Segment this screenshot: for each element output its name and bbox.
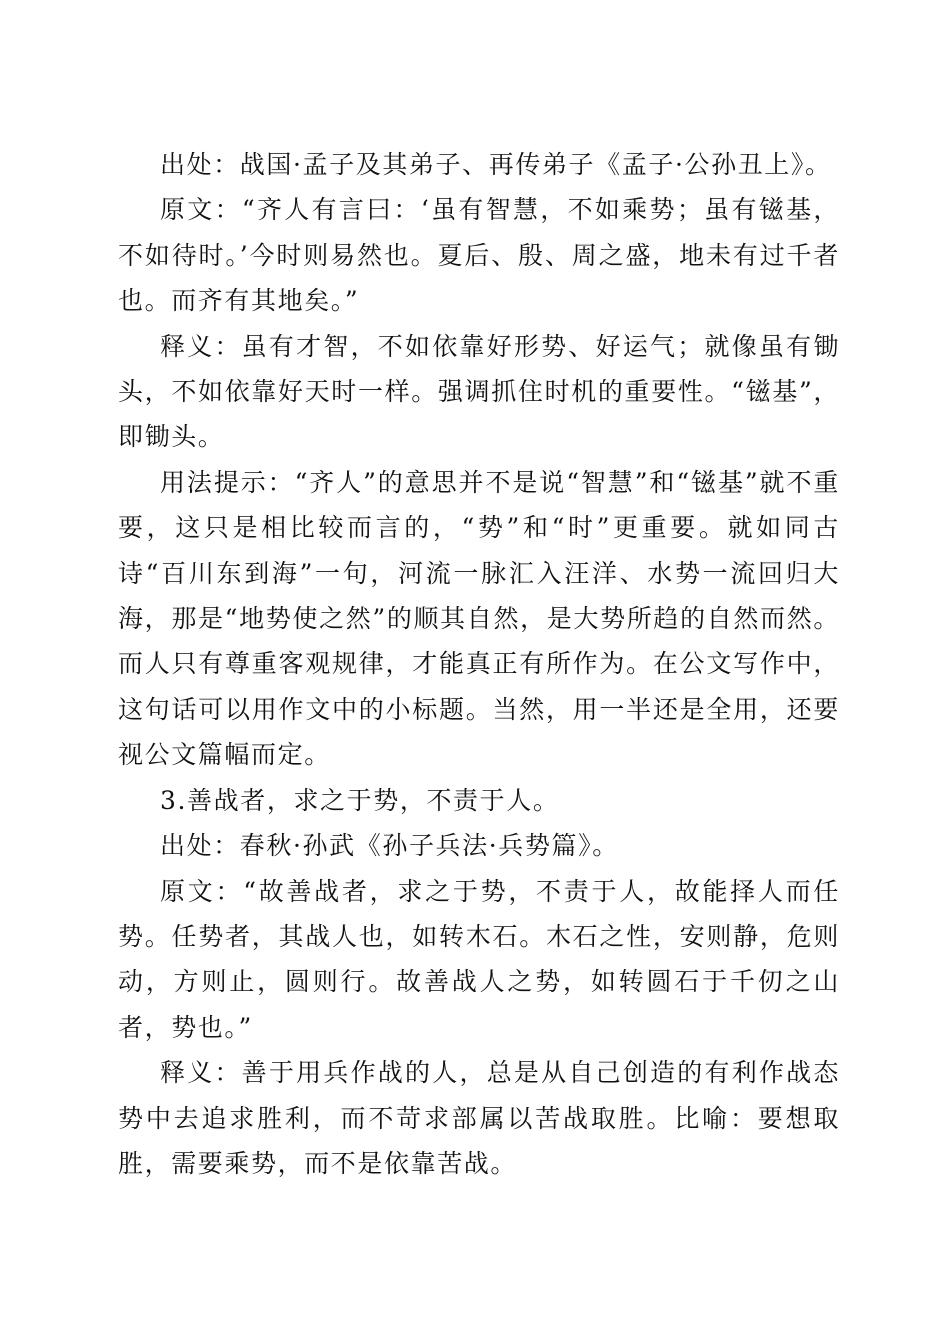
usage-tip-paragraph: 用法提示：“齐人”的意思并不是说“智慧”和“镃基”就不重要，这只是相比较而言的，“势”和“时”更重要。就如同古诗“百川东到海”一句，河流一脉汇入汪洋、水势一流回归大海，那是“地势使之然”的顺其自然，是大势所趋的自然而然。而人只有尊重客观规律，才能真正有所作为。在公文写作中，这句话可以用作文中的小标题。当然，用一半还是全用，还要视公文篇幅而定。 [118,467,840,770]
source-paragraph-1: 出处：战国·孟子及其弟子、再传弟子《孟子·公孙丑上》。 [160,150,832,179]
original-text-paragraph-2: 原文：“故善战者，求之于势，不责于人，故能择人而任势。任势者，其战人也，如转木石。木石之性，安则静，危则动，方则止，圆则行。故善战人之势，如转圆石于千仞之山者，势也。” [118,876,840,1042]
source-paragraph-2: 出处：春秋·孙武《孙子兵法·兵势篇》。 [160,831,619,861]
interpretation-paragraph-1: 释义：虽有才智，不如依靠好形势、好运气；就像虽有锄头，不如依靠好天时一样。强调抓住时机的重要性。“镃基”，即锄头。 [118,331,840,452]
section-heading-3: 3.善战者，求之于势，不责于人。 [160,785,560,815]
interpretation-paragraph-2: 释义：善于用兵作战的人，总是从自己创造的有利作战态势中去追求胜利，而不苛求部属以苦战取胜。比喻：要想取胜，需要乘势，而不是依靠苦战。 [118,1058,840,1178]
original-text-paragraph-1: 原文：“齐人有言曰：‘虽有智慧，不如乘势；虽有镃基，不如待时。’今时则易然也。夏后、殷、周之盛，地未有过千者也。而齐有其地矣。” [118,195,840,316]
document-body [118,142,840,1186]
